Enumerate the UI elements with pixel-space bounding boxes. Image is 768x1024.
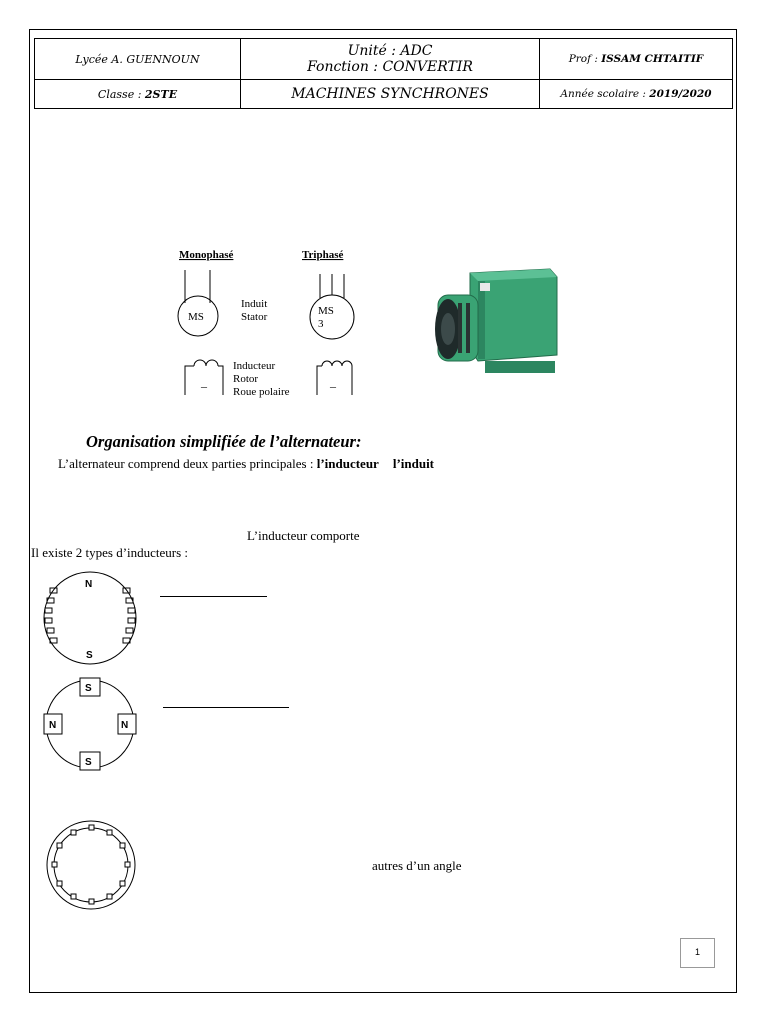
tri-minus: – — [330, 379, 336, 393]
class-name: 2STE — [144, 87, 178, 101]
salient-n-left: N — [49, 720, 57, 731]
inductor-salient-poles-diagram — [40, 674, 140, 774]
intro-text: L’alternateur comprend deux parties principales : — [58, 456, 317, 471]
year-cell — [540, 80, 733, 109]
alternator-edge — [478, 281, 485, 359]
ms-tri-circle — [310, 295, 354, 339]
teacher-name: ISSAM CHTAITIF — [601, 53, 704, 65]
intro-line — [58, 456, 434, 472]
school-name: Lycée A. GUENNOUN — [75, 52, 200, 66]
inducteur-comporte-text: L’inducteur comporte — [247, 528, 360, 543]
year-label: Année scolaire : — [560, 88, 650, 100]
alternator-vent-1 — [458, 303, 462, 353]
section-title: Organisation simplifiée de l’alternateur: — [86, 432, 362, 451]
salient-n-right: N — [121, 720, 129, 731]
stator-outer-circle — [47, 821, 135, 909]
answer-line-2 — [163, 707, 289, 708]
two-pole-s-label: S — [86, 650, 93, 661]
alternator-base — [485, 361, 555, 373]
induit-term: l’induit — [392, 456, 435, 471]
unit-label: Unité : ADC — [347, 43, 433, 59]
year-value: 2019/2020 — [649, 88, 712, 100]
alternator-image — [430, 265, 565, 390]
page-number: 1 — [680, 938, 715, 968]
types-text: Il existe 2 types d’inducteurs : — [31, 545, 189, 560]
inductor-two-poles-diagram — [40, 568, 140, 668]
inducteur-term: l’inducteur — [316, 456, 379, 471]
two-pole-n-label: N — [85, 579, 93, 590]
teacher-label: Prof : — [568, 53, 602, 65]
salient-s-bottom: S — [85, 757, 92, 768]
stator-label: Stator — [241, 311, 268, 323]
school-cell — [35, 39, 241, 80]
salient-s-top: S — [85, 683, 92, 694]
ms-tri-phases: 3 — [318, 318, 324, 330]
rotor-label: Rotor — [233, 373, 259, 385]
alternator-hub — [441, 313, 455, 345]
ms-tri-label: MS — [318, 305, 334, 317]
roue-polaire-label: Roue polaire — [233, 386, 290, 398]
class-cell — [35, 80, 241, 109]
unit-cell — [241, 39, 540, 80]
teacher-cell — [540, 39, 733, 80]
ms-mono-label: MS — [188, 311, 204, 323]
inducteur-label: Inducteur — [233, 360, 276, 372]
answer-line-1 — [160, 596, 267, 597]
alternator-vent-2 — [466, 303, 470, 353]
alternator-plate — [480, 283, 490, 291]
subject-title: MACHINES SYNCHRONES — [291, 86, 489, 102]
angle-text: autres d’un angle — [372, 858, 462, 873]
induit-label: Induit — [241, 298, 268, 310]
function-label: Fonction : CONVERTIR — [307, 59, 473, 75]
machine-symbols-diagram — [170, 240, 370, 405]
tri-title: Triphasé — [302, 249, 344, 261]
mono-minus: – — [201, 379, 207, 393]
class-label: Classe : — [97, 87, 145, 101]
mono-title: Monophasé — [179, 249, 234, 261]
header-table — [34, 38, 733, 109]
subject-cell — [241, 80, 540, 109]
stator-slots-diagram — [44, 818, 138, 912]
